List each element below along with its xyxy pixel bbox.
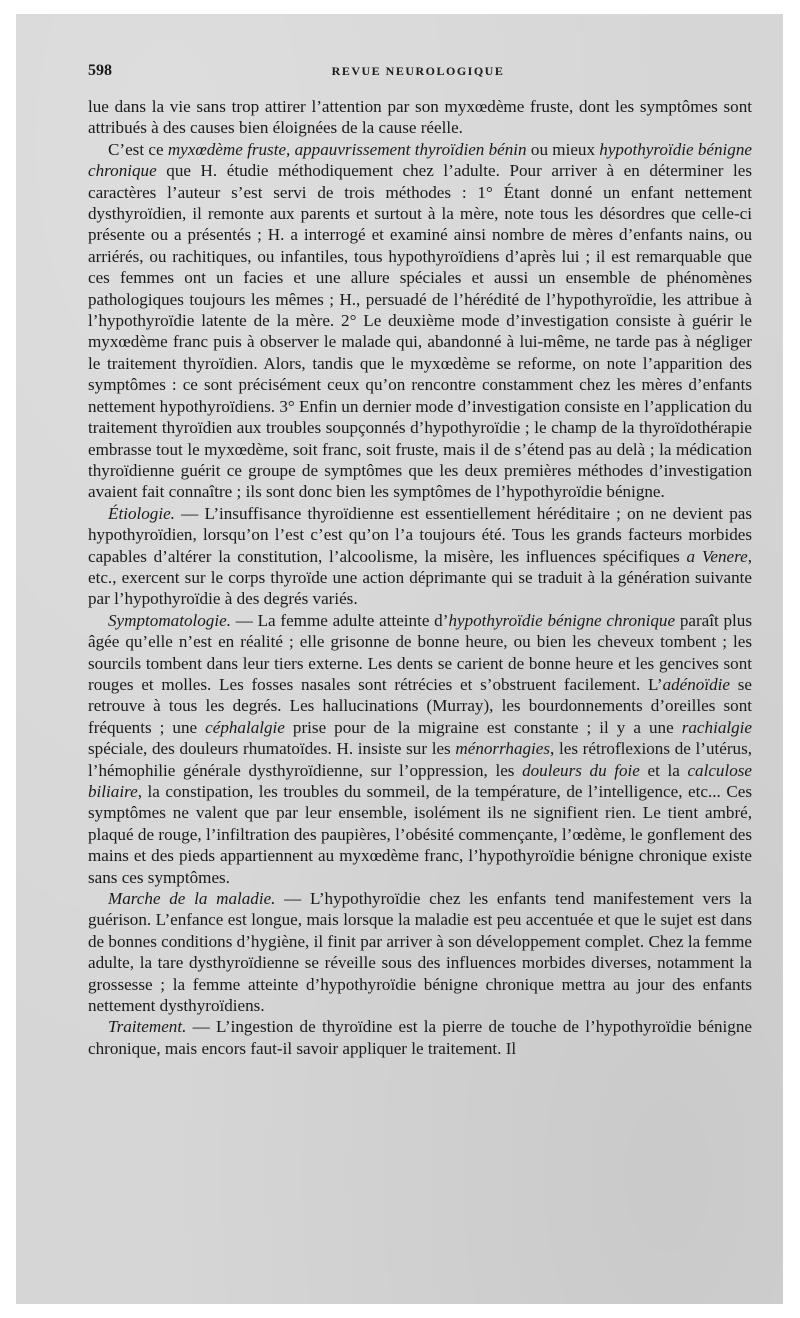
paragraph: [88, 139, 752, 503]
scanned-page: [16, 14, 783, 1304]
paragraph: [88, 1016, 752, 1059]
text-run: lue dans la vie sans trop attirer l’attention par son myxœdème fruste, dont les symptômes sont attribués à des causes bien éloignées de la cause réelle.: [88, 97, 752, 138]
text-run: que H. étudie méthodiquement chez l’adulte. Pour arriver à en déterminer les caractères l’auteur s’est servi de trois méthodes : 1° Étant donné un enfant nettement dysthyroïdien, il remonte aux parents et surtout à la mère, note tous les désordres que celle-ci présente ou a présentés ; H. a interrogé et examiné ainsi nombre de mères d’enfants nains, ou arriérés, ou rachitiques, ou infantiles, tous hypothyroïdiens d’après lui ; il est remarquable que ces femmes ont un facies et une allure spéciales et aussi un ensemble de phénomènes pathologiques toujours les mêmes ; H., persuadé de l’hérédité de l’hypothyroïdie, les attribue à l’hypothyroïdie latente de la mère. 2° Le deuxième mode d’investigation consiste à guérir le myxœdème franc puis à observer le malade qui, abandonné à lui-même, ne tarde pas à négliger le traitement thyroïdien. Alors, tandis que le myxœdème se reforme, on note l’apparition des symptômes : ce sont précisément ceux qu’on rencontre constamment chez les mères d’enfants nettement hypothyroïdiens. 3° Enfin un dernier mode d’investigation consiste en l’application du traitement thyroïdien aux troubles soupçonnés d’hypothyroïdie ; le champ de la thyroïdothérapie embrasse tout le myxœdème, soit franc, soit fruste, mais il de s’étend pas au delà ; la médication thyroïdienne guérit ce groupe de symptômes que les deux premières méthodes d’investigation avaient fait connaître ; ils sont donc bien les symptômes de l’hypothyroïdie bénigne.: [88, 161, 752, 502]
text-run: ou mieux: [526, 139, 600, 159]
text-run: , les rétroflexions de l’utérus, l’hémophilie générale dysthyroïdienne, sur l’oppression, les: [88, 739, 752, 780]
paragraph: [88, 610, 752, 888]
italic-text: douleurs du foie: [522, 760, 640, 780]
page-header: [88, 62, 748, 84]
italic-text: myxœdème fruste, appauvrissement thyroïdien bénin: [167, 139, 527, 159]
paragraph: [88, 888, 752, 1016]
text-run: se retrouve à tous les degrés. Les hallucinations (Murray), les bourdonnements d’oreilles sont fréquents ; une: [88, 674, 752, 737]
text-run: C’est ce: [108, 139, 168, 159]
italic-text: Marche de la maladie.: [108, 889, 276, 909]
italic-text: adénoïdie: [662, 674, 730, 694]
text-run: — L’ingestion de thyroïdine est la pierre de touche de l’hypothyroïdie bénigne chronique, mais encors faut-il savoir appliquer le traitement. Il: [88, 1017, 752, 1058]
page-number: 598: [88, 62, 112, 79]
paragraph: [88, 503, 752, 610]
italic-text: Symptomatologie.: [108, 610, 231, 630]
italic-text: Étiologie.: [108, 503, 175, 523]
italic-text: rachialgie: [681, 717, 752, 737]
italic-text: a Venere: [686, 546, 748, 566]
text-run: , etc., exercent sur le corps thyroïde une action déprimante qui se traduit à la génération suivante par l’hypothyroïdie à des degrés variés.: [88, 546, 752, 609]
italic-text: Traitement.: [108, 1017, 187, 1037]
italic-text: hypothyroïdie bénigne chronique: [88, 139, 752, 181]
italic-text: céphalalgie: [205, 717, 285, 737]
text-run: , la constipation, les troubles du sommeil, de la température, de l’intelligence, etc... Ces symptômes ne valent que par leur ensemble, isolément ils ne signifient rien. Le tient ambré, plaqué de rouge, l’infiltration des paupières, l’obésité commençante, l’œdème, le gonflement des mains et des pieds appartiennent au myxœdème franc, l’hypothyroïdie bénigne chronique existe sans ces symptômes.: [88, 782, 752, 887]
paragraph: [88, 96, 752, 139]
italic-text: ménorrhagies: [455, 739, 551, 759]
text-run: — L’hypothyroïdie chez les enfants tend manifestement vers la guérison. L’enfance est longue, mais lorsque la maladie est peu accentuée et que le sujet est dans de bonnes conditions d’hygiène, il finit par arriver à son développement complet. Chez la femme adulte, la tare dysthyroïdienne se réveille sous des influences morbides diverses, notamment la grossesse ; la femme atteinte d’hypothyroïdie bénigne chronique mettra au jour des enfants nettement dysthyroïdiens.: [88, 889, 752, 1016]
italic-text: calculose biliaire: [88, 760, 752, 801]
italic-text: hypothyroïdie bénigne chronique: [448, 610, 676, 630]
text-run: — La femme adulte atteinte d’: [230, 610, 449, 630]
text-run: — L’insuffisance thyroïdienne est essentiellement héréditaire ; on ne devient pas hypothyroïdien, lorsqu’on l’est c’est qu’on l’a toujours été. Tous les grands facteurs morbides capables d’altérer la constitution, l’alcoolisme, la misère, les influences spécifiques: [88, 503, 752, 566]
text-run: prise pour de la migraine est constante ; il y a une: [284, 717, 682, 737]
text-run: et la: [639, 760, 688, 780]
text-run: spéciale, des douleurs rhumatoïdes. H. insiste sur les: [88, 739, 456, 759]
running-head: REVUE NEUROLOGIQUE: [331, 64, 505, 78]
text-run: paraît plus âgée qu’elle n’est en réalité ; elle grisonne de bonne heure, ou bien les cheveux tombent ; les sourcils tombent dans leur tiers externe. Les dents se carient de bonne heure et les gencives sont rouges et molles. Les fosses nasales sont rétrécies et s’obstruent facilement. L’: [88, 610, 752, 694]
article-body: [88, 96, 752, 1059]
